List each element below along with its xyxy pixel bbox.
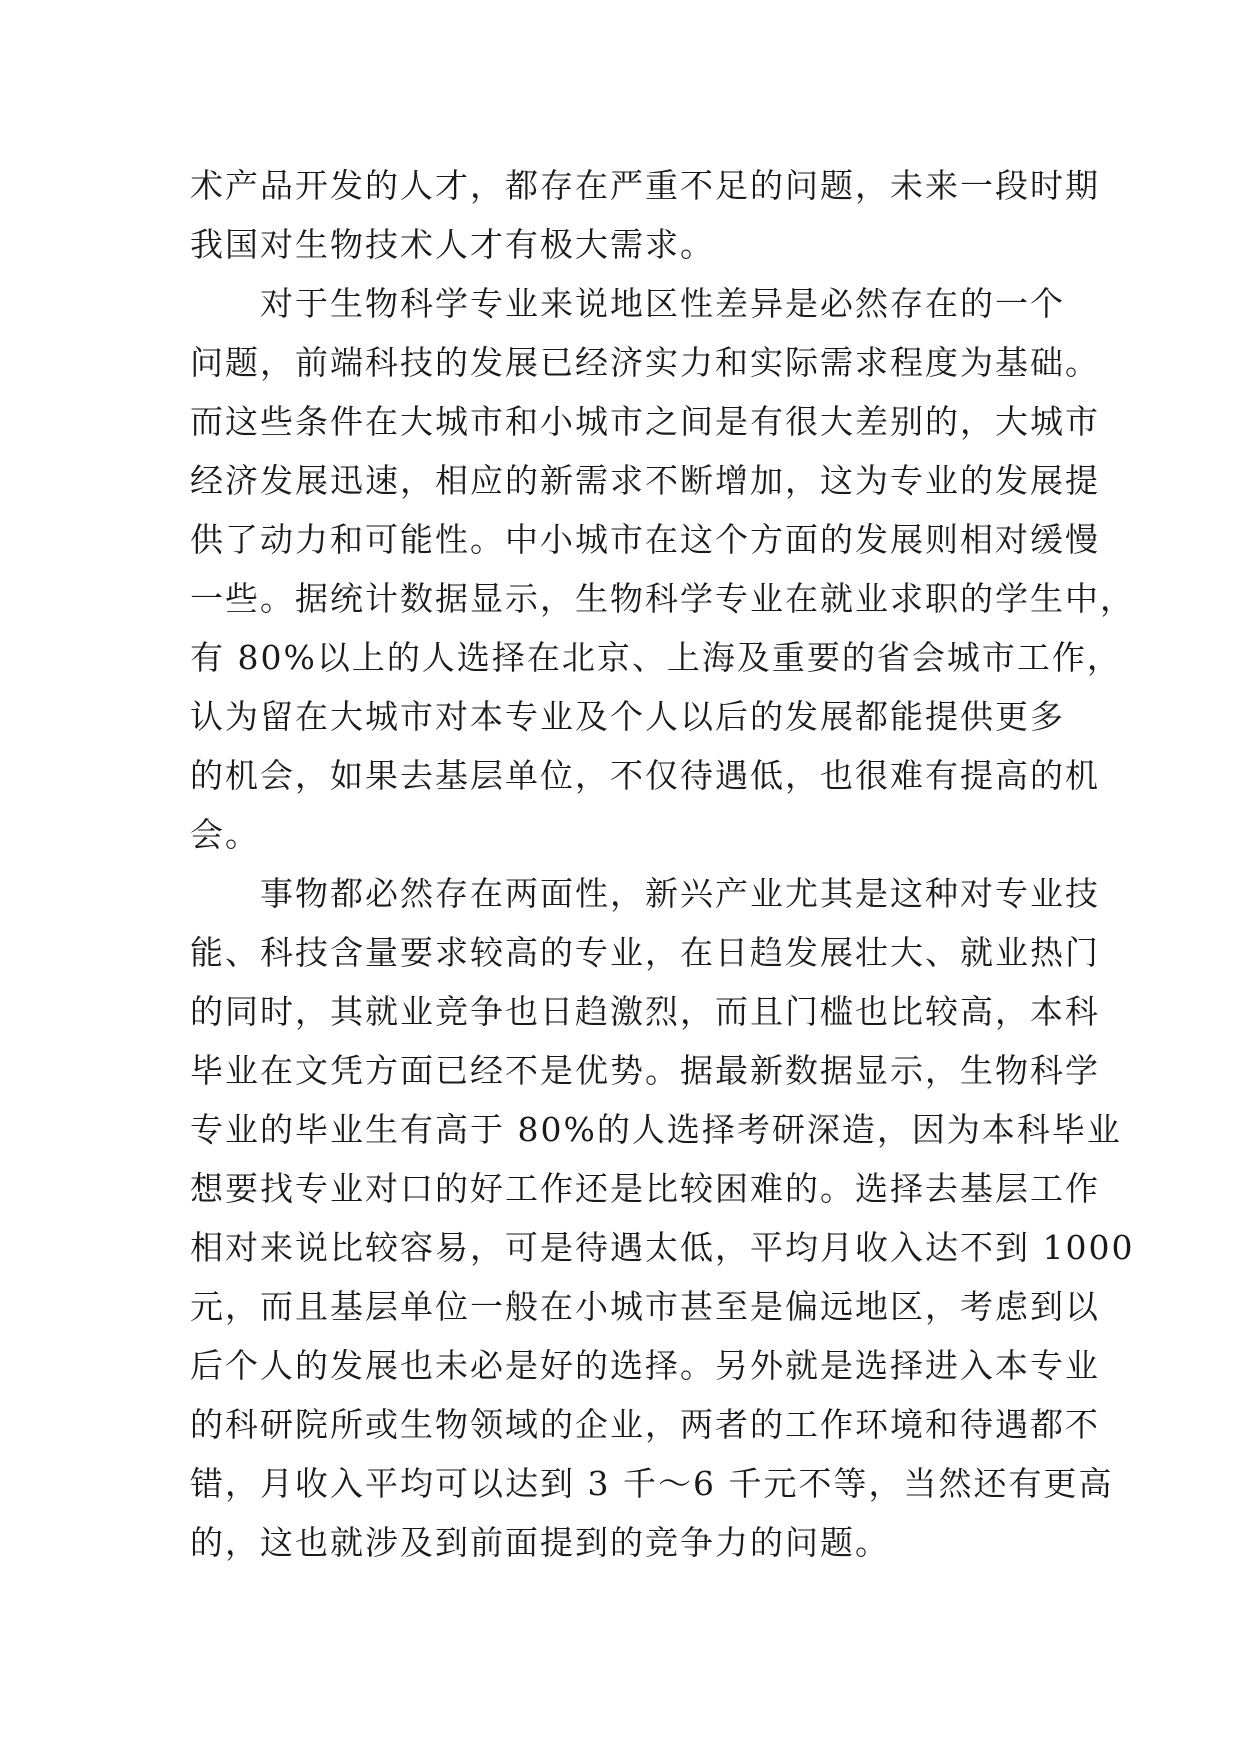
paragraph-3 <box>190 864 1135 1572</box>
text-line: 毕业在文凭方面已经不是优势。据最新数据显示，生物科学 <box>190 1051 1100 1090</box>
paragraph-1 <box>190 156 1100 274</box>
text-line: 能、科技含量要求较高的专业，在日趋发展壮大、就业热门 <box>190 933 1100 972</box>
text-line: 事物都必然存在两面性，新兴产业尤其是这种对专业技 <box>190 874 1100 913</box>
text-line: 经济发展迅速，相应的新需求不断增加，这为专业的发展提 <box>190 461 1100 500</box>
text-line: 相对来说比较容易，可是待遇太低，平均月收入达不到 1000 <box>190 1228 1135 1267</box>
text-line: 一些。据统计数据显示，生物科学专业在就业求职的学生中， <box>190 579 1135 618</box>
text-line: 的机会，如果去基层单位，不仅待遇低，也很难有提高的机 <box>190 756 1100 795</box>
text-line: 而这些条件在大城市和小城市之间是有很大差别的，大城市 <box>190 402 1100 441</box>
paragraph-2 <box>190 274 1135 864</box>
text-line: 术产品开发的人才，都存在严重不足的问题，未来一段时期 <box>190 166 1100 205</box>
text-line: 元，而且基层单位一般在小城市甚至是偏远地区，考虑到以 <box>190 1287 1100 1326</box>
text-line: 对于生物科学专业来说地区性差异是必然存在的一个 <box>190 284 1065 323</box>
text-line: 想要找专业对口的好工作还是比较困难的。选择去基层工作 <box>190 1169 1100 1208</box>
text-line: 后个人的发展也未必是好的选择。另外就是选择进入本专业 <box>190 1346 1100 1385</box>
text-line: 有 80%以上的人选择在北京、上海及重要的省会城市工作， <box>190 638 1122 677</box>
text-line: 供了动力和可能性。中小城市在这个方面的发展则相对缓慢 <box>190 520 1100 559</box>
body-text <box>190 156 1135 1572</box>
text-line: 认为留在大城市对本专业及个人以后的发展都能提供更多 <box>190 697 1065 736</box>
text-line: 错，月收入平均可以达到 3 千～6 千元不等，当然还有更高 <box>190 1464 1114 1503</box>
text-line: 专业的毕业生有高于 80%的人选择考研深造，因为本科毕业 <box>190 1110 1122 1149</box>
text-line: 问题，前端科技的发展已经济实力和实际需求程度为基础。 <box>190 343 1100 382</box>
text-line: 的同时，其就业竞争也日趋激烈，而且门槛也比较高，本科 <box>190 992 1100 1031</box>
text-line: 我国对生物技术人才有极大需求。 <box>190 225 715 264</box>
text-line: 的科研院所或生物领域的企业，两者的工作环境和待遇都不 <box>190 1405 1100 1444</box>
text-line: 的，这也就涉及到前面提到的竞争力的问题。 <box>190 1523 890 1562</box>
text-line: 会。 <box>190 815 260 854</box>
